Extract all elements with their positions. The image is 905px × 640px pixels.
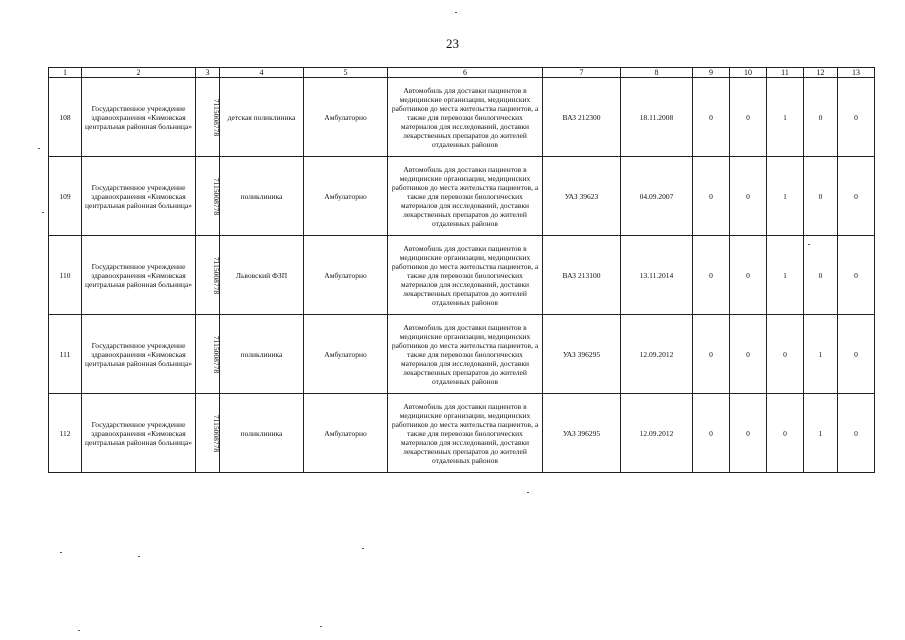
purpose-cell: Автомобиль для доставки пациентов в медицинские организации, медицинских работников до места жительства пациентов, а также для перевозки биологических материалов для исследований, доставки лекарственных препаратов до жителей отдаленных районов: [388, 394, 543, 473]
code-cell: [196, 315, 220, 394]
column-header: 4: [220, 68, 304, 78]
count-cell: 0: [767, 394, 804, 473]
column-header: 10: [730, 68, 767, 78]
service-cell: Амбулаторно: [304, 394, 388, 473]
count-cell: 0: [693, 315, 730, 394]
service-cell: Амбулаторно: [304, 236, 388, 315]
vehicle-model-cell: ВАЗ 213100: [543, 236, 621, 315]
date-cell: 12.09.2012: [621, 394, 693, 473]
count-cell: 1: [804, 394, 838, 473]
purpose-cell: Автомобиль для доставки пациентов в медицинские организации, медицинских работников до места жительства пациентов, а также для перевозки биологических материалов для исследований, доставки лекарственных препаратов до жителей отдаленных районов: [388, 78, 543, 157]
column-header: 2: [82, 68, 196, 78]
count-cell: 0: [693, 78, 730, 157]
count-cell: 1: [767, 236, 804, 315]
subdivision-cell: поликлиника: [220, 394, 304, 473]
column-header: 3: [196, 68, 220, 78]
count-cell: 1: [804, 315, 838, 394]
scan-speck: [78, 630, 80, 631]
count-cell: 1: [767, 157, 804, 236]
count-cell: 0: [838, 78, 875, 157]
code-text: 7115008778: [212, 335, 222, 373]
table-row: [49, 315, 875, 394]
count-cell: 0: [804, 157, 838, 236]
count-cell: 0: [838, 315, 875, 394]
service-cell: Амбулаторно: [304, 78, 388, 157]
row-number-cell: 112: [49, 394, 82, 473]
column-header: 9: [693, 68, 730, 78]
column-header: 11: [767, 68, 804, 78]
count-cell: 0: [693, 157, 730, 236]
column-header: 5: [304, 68, 388, 78]
column-header: 12: [804, 68, 838, 78]
vehicle-registry-table: [48, 67, 875, 473]
table-row: [49, 78, 875, 157]
subdivision-cell: поликлиника: [220, 157, 304, 236]
count-cell: 0: [730, 157, 767, 236]
subdivision-cell: поликлиника: [220, 315, 304, 394]
column-header: 13: [838, 68, 875, 78]
count-cell: 0: [693, 236, 730, 315]
scan-speck: [138, 556, 140, 557]
count-cell: 0: [693, 394, 730, 473]
code-cell: [196, 78, 220, 157]
scan-speck: [60, 552, 62, 553]
count-cell: 0: [838, 157, 875, 236]
institution-cell: Государственное учреждение здравоохранения «Кимовская центральная районная больница»: [82, 394, 196, 473]
count-cell: 0: [730, 78, 767, 157]
service-cell: Амбулаторно: [304, 315, 388, 394]
date-cell: 13.11.2014: [621, 236, 693, 315]
scan-speck: [362, 548, 364, 549]
row-number-cell: 111: [49, 315, 82, 394]
count-cell: 0: [730, 236, 767, 315]
row-number-cell: 110: [49, 236, 82, 315]
count-cell: 0: [804, 236, 838, 315]
code-text: 7115008778: [212, 256, 222, 294]
date-cell: 04.09.2007: [621, 157, 693, 236]
code-cell: [196, 236, 220, 315]
column-header: 8: [621, 68, 693, 78]
scan-speck: [320, 626, 322, 627]
row-number-cell: 109: [49, 157, 82, 236]
code-cell: [196, 157, 220, 236]
service-cell: Амбулаторно: [304, 157, 388, 236]
column-header: 7: [543, 68, 621, 78]
vehicle-model-cell: ВАЗ 212300: [543, 78, 621, 157]
purpose-cell: Автомобиль для доставки пациентов в медицинские организации, медицинских работников до места жительства пациентов, а также для перевозки биологических материалов для исследований, доставки лекарственных препаратов до жителей отдаленных районов: [388, 236, 543, 315]
page-number: 23: [446, 36, 459, 51]
date-cell: 18.11.2008: [621, 78, 693, 157]
table-row: [49, 236, 875, 315]
code-text: 7115008778: [212, 98, 222, 136]
purpose-cell: Автомобиль для доставки пациентов в медицинские организации, медицинских работников до места жительства пациентов, а также для перевозки биологических материалов для исследований, доставки лекарственных препаратов до жителей отдаленных районов: [388, 315, 543, 394]
scan-speck: [42, 212, 44, 213]
vehicle-model-cell: УАЗ 396295: [543, 394, 621, 473]
column-header: 1: [49, 68, 82, 78]
row-number-cell: 108: [49, 78, 82, 157]
institution-cell: Государственное учреждение здравоохранения «Кимовская центральная районная больница»: [82, 236, 196, 315]
purpose-cell: Автомобиль для доставки пациентов в медицинские организации, медицинских работников до места жительства пациентов, а также для перевозки биологических материалов для исследований, доставки лекарственных препаратов до жителей отдаленных районов: [388, 157, 543, 236]
institution-cell: Государственное учреждение здравоохранения «Кимовская центральная районная больница»: [82, 78, 196, 157]
code-text: 7115008778: [212, 414, 222, 452]
count-cell: 0: [838, 394, 875, 473]
vehicle-model-cell: УАЗ 396295: [543, 315, 621, 394]
institution-cell: Государственное учреждение здравоохранения «Кимовская центральная районная больница»: [82, 157, 196, 236]
date-cell: 12.09.2012: [621, 315, 693, 394]
count-cell: 0: [838, 236, 875, 315]
subdivision-cell: детская поликлиника: [220, 78, 304, 157]
count-cell: 1: [767, 78, 804, 157]
table-row: [49, 394, 875, 473]
count-cell: 0: [804, 78, 838, 157]
code-cell: [196, 394, 220, 473]
table-row: [49, 157, 875, 236]
header-row: [49, 68, 875, 78]
count-cell: 0: [730, 315, 767, 394]
subdivision-cell: Львовский ФЗП: [220, 236, 304, 315]
column-header: 6: [388, 68, 543, 78]
code-text: 7115008778: [212, 177, 222, 215]
count-cell: 0: [767, 315, 804, 394]
scan-speck: [455, 12, 457, 13]
scan-speck: [527, 492, 529, 493]
institution-cell: Государственное учреждение здравоохранения «Кимовская центральная районная больница»: [82, 315, 196, 394]
scan-speck: [808, 244, 810, 245]
count-cell: 0: [730, 394, 767, 473]
scan-speck: [38, 148, 40, 149]
vehicle-model-cell: УАЗ 39623: [543, 157, 621, 236]
